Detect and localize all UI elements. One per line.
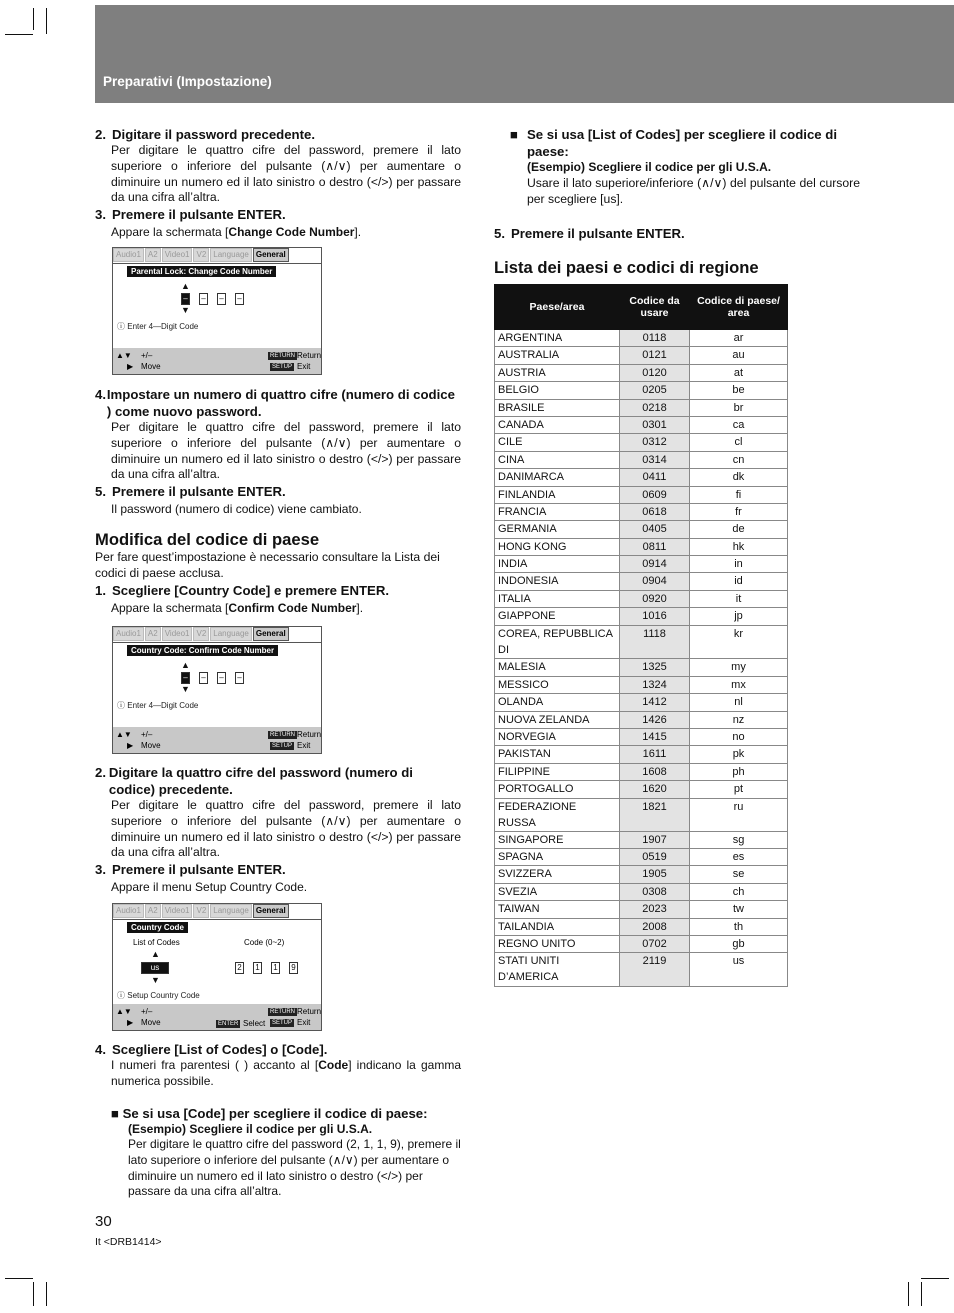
step-number: 4. [95, 1042, 106, 1057]
column-header: Paese/area [495, 285, 620, 330]
osd-footer [113, 727, 321, 753]
code-cell: 0411 [620, 469, 690, 486]
country-code-cell: my [690, 659, 788, 676]
table-body [495, 330, 788, 987]
country-code-cell: tw [690, 901, 788, 918]
table-row [495, 798, 788, 831]
country-name-cell: ARGENTINA [495, 330, 620, 347]
country-code-cell: dk [690, 469, 788, 486]
code-range-label: Code (0~2) [244, 938, 285, 947]
country-name-cell: OLANDA [495, 694, 620, 711]
code-cell: 0904 [620, 573, 690, 590]
table-row [495, 538, 788, 555]
code-cell: 0618 [620, 503, 690, 520]
document-id: It <DRB1414> [95, 1236, 162, 1248]
table-row [495, 608, 788, 625]
code-digit: 1 [253, 962, 262, 974]
country-code-cell: mx [690, 676, 788, 693]
osd-tab: Video1 [162, 248, 193, 262]
table-row [495, 503, 788, 520]
step-body: Appare la schermata [Change Code Number]. [111, 225, 362, 240]
country-name-cell: GIAPPONE [495, 608, 620, 625]
code-cell: 0920 [620, 590, 690, 607]
code-cell: 1821 [620, 798, 690, 831]
code-digit: – [199, 293, 208, 305]
info-icon: ⓘ [117, 322, 125, 331]
table-row [495, 625, 788, 659]
country-name-cell: HONG KONG [495, 538, 620, 555]
osd-panel-title: Country Code: Confirm Code Number [127, 645, 278, 656]
step-body: Per digitare le quattro cifre del password, premere il lato superiore o inferiore del pulsante (∧/∨) per aumentare o diminuire un numero ed il lato sinistro o destro (</>) per passare da una cifra all’altra. [111, 143, 461, 205]
table-row [495, 901, 788, 918]
code-cell: 0405 [620, 521, 690, 538]
table-row [495, 556, 788, 573]
country-code-cell: kr [690, 625, 788, 659]
table-row [495, 729, 788, 746]
table-row [495, 711, 788, 728]
header-band [95, 5, 954, 103]
osd-footer-label: Select [243, 1019, 266, 1028]
osd-tab-active: General [253, 627, 289, 641]
country-code-cell: cl [690, 434, 788, 451]
step-number: 3. [95, 862, 106, 878]
osd-tab: Language [210, 904, 252, 918]
osd-hint: ⓘ Setup Country Code [117, 991, 200, 1000]
country-name-cell: NUOVA ZELANDA [495, 711, 620, 728]
country-name-cell: DANIMARCA [495, 469, 620, 486]
left-column-bottom [95, 1041, 461, 1200]
table-row [495, 831, 788, 848]
up-arrow-icon: ▲ [151, 949, 160, 959]
code-cell: 1325 [620, 659, 690, 676]
country-name-cell: INDIA [495, 556, 620, 573]
step-number: 2. [95, 127, 106, 142]
bullet-body: Per digitare le quattro cifre del password (2, 1, 1, 9), premere il lato superiore o inferiore del pulsante (∧/∨) per aumentare o diminuire un numero ed il lato sinistro o destro (</>) per passare da una cifra all’altra. [128, 1137, 461, 1199]
table-row [495, 763, 788, 780]
code-cell: 0314 [620, 451, 690, 468]
osd-tabs [113, 904, 290, 918]
country-code-cell: pt [690, 781, 788, 798]
osd-tab: V2 [193, 248, 209, 262]
osd-tab: A2 [145, 248, 161, 262]
right-arrow-icon: ▶ [127, 741, 134, 750]
table-row [495, 866, 788, 883]
section-intro: Per fare quest’impostazione è necessario consultare la Lista dei codici di paese acclusa. [95, 549, 440, 580]
country-name-cell: GERMANIA [495, 521, 620, 538]
country-code-cell: br [690, 399, 788, 416]
country-code-cell: pk [690, 746, 788, 763]
code-cell: 1608 [620, 763, 690, 780]
step-title: Premere il pulsante ENTER. [112, 207, 286, 223]
column-header: Codice di paese/ area [690, 285, 788, 330]
code-digit: 1 [271, 962, 280, 974]
step-number: 5. [494, 226, 505, 241]
country-name-cell: COREA, REPUBBLICA DI [495, 625, 620, 659]
code-cell: 1611 [620, 746, 690, 763]
osd-footer-label: Exit [297, 1018, 311, 1027]
country-name-cell: CILE [495, 434, 620, 451]
down-arrow-icon: ▼ [181, 684, 190, 694]
country-name-cell: FILIPPINE [495, 763, 620, 780]
table-row [495, 434, 788, 451]
country-name-cell: PAKISTAN [495, 746, 620, 763]
table-row [495, 469, 788, 486]
country-code-cell: at [690, 364, 788, 381]
down-arrow-icon: ▼ [181, 305, 190, 315]
table-row [495, 935, 788, 952]
bullet-title: Se si usa [Code] per scegliere il codice di paese: [122, 1105, 428, 1121]
osd-hint: ⓘ Enter 4—Digit Code [117, 701, 199, 710]
osd-tab: A2 [145, 904, 161, 918]
country-code-cell: nz [690, 711, 788, 728]
osd-tab: Language [210, 627, 252, 641]
step-number: 3. [95, 207, 106, 223]
bullet-example: (Esempio) Scegliere il codice per gli U.S.A. [527, 160, 772, 174]
table-row [495, 573, 788, 590]
table-row [495, 781, 788, 798]
osd-tab: V2 [193, 627, 209, 641]
code-cell: 0301 [620, 416, 690, 433]
return-key: RETURN [270, 353, 295, 359]
country-code-cell: id [690, 573, 788, 590]
right-step5 [494, 225, 854, 242]
country-name-cell: SINGAPORE [495, 831, 620, 848]
table-row [495, 918, 788, 935]
table-row [495, 382, 788, 399]
country-name-cell: REGNO UNITO [495, 935, 620, 952]
code-cell: 1118 [620, 625, 690, 659]
country-code-cell: gb [690, 935, 788, 952]
code-cell: 0308 [620, 883, 690, 900]
step-title: Premere il pulsante ENTER. [511, 226, 685, 241]
column-header: Codice da usare [620, 285, 690, 330]
return-key: RETURN [270, 1009, 295, 1015]
code-cell: 0218 [620, 399, 690, 416]
code-digit: – [199, 672, 208, 684]
updown-icon: ▲▼ [116, 1007, 132, 1016]
osd-tab: Audio1 [113, 627, 144, 641]
right-arrow-icon: ▶ [127, 362, 134, 371]
step-body: Il password (numero di codice) viene cambiato. [111, 502, 362, 517]
osd-tab-active: General [253, 248, 289, 262]
country-name-cell: STATI UNITI D’AMERICA [495, 953, 620, 987]
country-name-cell: PORTOGALLO [495, 781, 620, 798]
code-digit: – [181, 293, 190, 305]
country-name-cell: ITALIA [495, 590, 620, 607]
code-cell: 0914 [620, 556, 690, 573]
country-code-table [494, 284, 788, 987]
code-cell: 0312 [620, 434, 690, 451]
code-digit: – [235, 672, 244, 684]
country-name-cell: FINLANDIA [495, 486, 620, 503]
country-code-cell: ca [690, 416, 788, 433]
country-code-cell: it [690, 590, 788, 607]
country-code-cell: de [690, 521, 788, 538]
code-digit: – [217, 672, 226, 684]
osd-tab: Language [210, 248, 252, 262]
table-row [495, 659, 788, 676]
osd-screen-country-code [112, 903, 322, 1031]
table-row [495, 330, 788, 347]
updown-icon: ▲▼ [116, 351, 132, 360]
country-name-cell: BELGIO [495, 382, 620, 399]
osd-footer-label: Return [297, 351, 322, 360]
country-name-cell: AUSTRALIA [495, 347, 620, 364]
country-code-cell: us [690, 953, 788, 987]
osd-footer-label: +/– [141, 1007, 153, 1016]
osd-screen-confirm-code [112, 626, 322, 754]
country-code-cell: au [690, 347, 788, 364]
code-cell: 1905 [620, 866, 690, 883]
osd-hint: ⓘ Enter 4—Digit Code [117, 322, 199, 331]
code-digit: – [217, 293, 226, 305]
section-title: Modifica del codice di paese [95, 529, 320, 549]
osd-footer-label: +/– [141, 730, 153, 739]
country-name-cell: MESSICO [495, 676, 620, 693]
country-name-cell: MALESIA [495, 659, 620, 676]
return-key: RETURN [270, 732, 295, 738]
down-arrow-icon: ▼ [151, 975, 160, 985]
table-row [495, 347, 788, 364]
code-digit: – [181, 672, 190, 684]
osd-footer-label: Move [141, 1018, 161, 1027]
page-number: 30 [95, 1213, 112, 1230]
step-number: 2. [95, 765, 106, 780]
osd-footer-label: Move [141, 741, 161, 750]
country-name-cell: TAILANDIA [495, 918, 620, 935]
code-cell: 2008 [620, 918, 690, 935]
country-name-cell: SVIZZERA [495, 866, 620, 883]
code-cell: 1415 [620, 729, 690, 746]
code-digit: 9 [289, 962, 298, 974]
code-cell: 0519 [620, 848, 690, 865]
code-cell: 0120 [620, 364, 690, 381]
osd-tab: V2 [193, 904, 209, 918]
osd-footer-label: Exit [297, 362, 311, 371]
country-name-cell: SPAGNA [495, 848, 620, 865]
table-row [495, 953, 788, 987]
country-name-cell: CANADA [495, 416, 620, 433]
osd-tabs [113, 248, 290, 262]
table-row [495, 451, 788, 468]
step-body: Per digitare le quattro cifre del password, premere il lato superiore o inferiore del pulsante (∧/∨) per aumentare o diminuire un numero ed il lato sinistro o destro (</>) per passare da una cifra all’altra. [111, 798, 461, 860]
osd-footer [113, 1004, 321, 1030]
code-cell: 0609 [620, 486, 690, 503]
osd-footer-label: +/– [141, 351, 153, 360]
step-title: Scegliere [Country Code] e premere ENTER. [112, 583, 390, 599]
code-cell: 1412 [620, 694, 690, 711]
osd-tab-active: General [253, 904, 289, 918]
right-arrow-icon: ▶ [127, 1018, 134, 1027]
up-arrow-icon: ▲ [181, 281, 190, 291]
country-code-cell: fr [690, 503, 788, 520]
code-cell: 0702 [620, 935, 690, 952]
osd-panel [113, 919, 321, 1006]
code-digit: 2 [235, 962, 244, 974]
code-cell: 0205 [620, 382, 690, 399]
country-code-cell: fi [690, 486, 788, 503]
osd-panel [113, 263, 321, 350]
country-code-cell: th [690, 918, 788, 935]
bullet-title: Se si usa [List of Codes] per scegliere il codice di paese: [527, 127, 838, 159]
code-digit: – [235, 293, 244, 305]
osd-footer-label: Return [297, 730, 322, 739]
country-name-cell: TAIWAN [495, 901, 620, 918]
info-icon: ⓘ [117, 991, 125, 1000]
step-number: 4. [95, 387, 106, 402]
country-code-cell: ch [690, 883, 788, 900]
country-code-cell: jp [690, 608, 788, 625]
osd-tabs [113, 627, 290, 641]
country-code-cell: sg [690, 831, 788, 848]
code-cell: 1620 [620, 781, 690, 798]
table-row [495, 399, 788, 416]
step-number: 1. [95, 583, 106, 599]
osd-footer-label: Return [297, 1007, 322, 1016]
country-code-cell: hk [690, 538, 788, 555]
table-row [495, 848, 788, 865]
step-title: Premere il pulsante ENTER. [112, 862, 286, 878]
country-name-cell: BRASILE [495, 399, 620, 416]
setup-key: SETUP [272, 1020, 293, 1026]
country-name-cell: INDONESIA [495, 573, 620, 590]
table-title: Lista dei paesi e codici di regione [494, 258, 759, 277]
osd-footer [113, 348, 321, 374]
country-name-cell: AUSTRIA [495, 364, 620, 381]
country-code-cell: no [690, 729, 788, 746]
section-header-title: Preparativi (Impostazione) [103, 74, 272, 89]
step-title: Premere il pulsante ENTER. [112, 484, 286, 500]
step-body: I numeri fra parentesi ( ) accanto al [Code] indicano la gamma numerica possibile. [111, 1058, 462, 1088]
country-name-cell: NORVEGIA [495, 729, 620, 746]
osd-tab: Video1 [162, 904, 193, 918]
step-body: Appare la schermata [Confirm Code Number]. [111, 601, 364, 616]
code-cell: 2119 [620, 953, 690, 987]
table-row [495, 521, 788, 538]
setup-key: SETUP [272, 364, 293, 370]
table-header-row [495, 285, 788, 330]
country-code-cell: es [690, 848, 788, 865]
table-row [495, 364, 788, 381]
country-name-cell: SVEZIA [495, 883, 620, 900]
table-row [495, 746, 788, 763]
table-row [495, 590, 788, 607]
step-title: Scegliere [List of Codes] o [Code]. [112, 1042, 328, 1057]
left-column-top [95, 126, 461, 241]
code-cell: 1016 [620, 608, 690, 625]
code-cell: 0811 [620, 538, 690, 555]
setup-key: SETUP [272, 743, 293, 749]
step-body: Appare il menu Setup Country Code. [111, 880, 308, 895]
up-arrow-icon: ▲ [181, 660, 190, 670]
osd-tab: Video1 [162, 627, 193, 641]
osd-screen-change-code [112, 247, 322, 375]
osd-footer-label: Exit [297, 741, 311, 750]
table-row [495, 883, 788, 900]
osd-panel-title: Country Code [127, 922, 188, 933]
code-cell: 2023 [620, 901, 690, 918]
country-name-cell: CINA [495, 451, 620, 468]
square-bullet-icon: ■ [510, 127, 518, 142]
osd-panel [113, 642, 321, 729]
bullet-example: (Esempio) Scegliere il codice per gli U.S.A. [128, 1121, 373, 1136]
osd-tab: A2 [145, 627, 161, 641]
code-cell: 0118 [620, 330, 690, 347]
country-code-cell: se [690, 866, 788, 883]
bullet-body: Usare il lato superiore/inferiore (∧/∨) del pulsante del cursore per scegliere [us]. [527, 175, 860, 206]
osd-footer-label: Move [141, 362, 161, 371]
country-code-cell: nl [690, 694, 788, 711]
step-number: 5. [95, 484, 106, 500]
list-of-codes-label: List of Codes [133, 938, 180, 947]
country-code-cell: be [690, 382, 788, 399]
step-title: Impostare un numero di quattro cifre (numero di codice ) come nuovo password. [106, 387, 455, 419]
country-code-cell: in [690, 556, 788, 573]
step-title: Digitare la quattro cifre del password (numero di codice) precedente. [108, 765, 413, 797]
right-column-top [510, 126, 860, 207]
country-name-cell: FRANCIA [495, 503, 620, 520]
country-code-cell: ar [690, 330, 788, 347]
table-row [495, 486, 788, 503]
osd-tab: Audio1 [113, 248, 144, 262]
country-code-cell: ru [690, 798, 788, 831]
left-column-middle [95, 386, 461, 617]
country-code-cell: cn [690, 451, 788, 468]
code-cell: 1907 [620, 831, 690, 848]
osd-tab: Audio1 [113, 904, 144, 918]
list-value: us [141, 962, 169, 974]
info-icon: ⓘ [117, 701, 125, 710]
table-row [495, 694, 788, 711]
table-row [495, 416, 788, 433]
updown-icon: ▲▼ [116, 730, 132, 739]
osd-panel-title: Parental Lock: Change Code Number [127, 266, 276, 277]
country-name-cell: FEDERAZIONE RUSSA [495, 798, 620, 831]
code-cell: 1426 [620, 711, 690, 728]
step-title: Digitare il password precedente. [112, 127, 316, 142]
enter-key: ENTER [218, 1021, 239, 1027]
country-code-cell: ph [690, 763, 788, 780]
step-body: Per digitare le quattro cifre del password, premere il lato superiore o inferiore del pulsante (∧/∨) per aumentare o diminuire un numero ed il lato sinistro o destro (</>) per passare da una cifra all’altra. [111, 420, 461, 482]
left-column-lower [95, 764, 461, 896]
code-cell: 0121 [620, 347, 690, 364]
table-row [495, 676, 788, 693]
square-bullet-icon: ■ [111, 1105, 119, 1121]
code-cell: 1324 [620, 676, 690, 693]
